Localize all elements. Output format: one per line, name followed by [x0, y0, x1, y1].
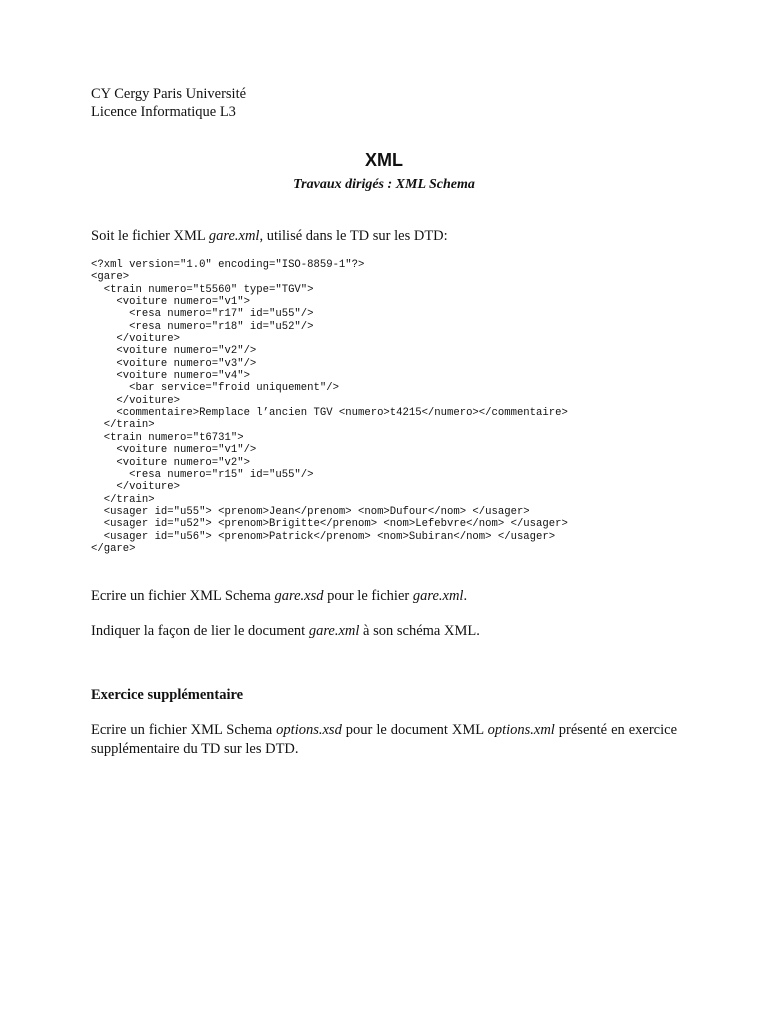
- extra-exercise-text: [91, 721, 677, 759]
- code-line: </train>: [91, 419, 155, 432]
- extra-text-middle: pour le document XML: [341, 722, 488, 738]
- task1-schema-file: gare.xsd: [274, 588, 324, 604]
- code-line: </voiture>: [91, 481, 181, 494]
- document-title: XML: [365, 150, 403, 170]
- task1-text-middle: pour le fichier: [323, 588, 413, 604]
- code-line: </train>: [91, 493, 155, 506]
- extra-schema-file: options.xsd: [276, 722, 342, 738]
- code-line: <usager id="u55"> <prenom>Jean</prenom> <nom>Dufour</nom> </usager>: [91, 505, 530, 518]
- code-line: <voiture numero="v1"/>: [91, 444, 257, 457]
- xml-code-block: [91, 259, 568, 555]
- code-line: <voiture numero="v2">: [91, 456, 250, 469]
- code-line: <resa numero="r15" id="u55"/>: [91, 468, 314, 481]
- task-write-schema: [91, 586, 677, 606]
- code-line: <?xml version="1.0" encoding="ISO-8859-1"?>: [91, 259, 365, 271]
- document-subtitle: Travaux dirigés : XML Schema: [293, 177, 475, 192]
- code-line: <train numero="t6731">: [91, 431, 244, 444]
- task1-text-after: .: [463, 588, 468, 604]
- program-name: Licence Informatique L3: [91, 104, 236, 120]
- code-line: <voiture numero="v4">: [91, 370, 250, 383]
- extra-text-before: Ecrire un fichier XML Schema: [91, 722, 277, 738]
- task2-xml-file: gare.xml: [308, 623, 360, 639]
- task1-text-before: Ecrire un fichier XML Schema: [91, 588, 275, 604]
- code-line: <voiture numero="v3"/>: [91, 357, 257, 370]
- intro-text-after: , utilisé dans le TD sur les DTD:: [259, 228, 448, 244]
- task-link-schema: [91, 621, 677, 641]
- task2-text-before: Indiquer la façon de lier le document: [91, 623, 309, 639]
- code-line: </voiture>: [91, 333, 181, 346]
- code-line: <resa numero="r17" id="u55"/>: [91, 308, 314, 321]
- extra-text-after: présenté en exercice supplémentaire du TD sur les DTD.: [91, 722, 678, 757]
- code-line: <voiture numero="v2"/>: [91, 345, 257, 358]
- code-line: <voiture numero="v1">: [91, 296, 250, 309]
- code-line: <train numero="t5560" type="TGV">: [91, 283, 314, 296]
- intro-paragraph: [91, 226, 677, 246]
- code-line: <bar service="froid uniquement"/>: [91, 382, 339, 395]
- code-line: <gare>: [91, 271, 130, 284]
- code-line: <usager id="u52"> <prenom>Brigitte</prenom> <nom>Lefebvre</nom> </usager>: [91, 518, 568, 531]
- extra-exercise-title: Exercice supplémentaire: [91, 687, 244, 703]
- extra-xml-file: options.xml: [487, 722, 555, 738]
- task1-xml-file: gare.xml: [412, 588, 464, 604]
- code-line: </voiture>: [91, 394, 181, 407]
- document-header: [91, 85, 246, 121]
- code-line: <commentaire>Remplace l’ancien TGV <numero>t4215</numero></commentaire>: [91, 407, 568, 420]
- task2-text-after: à son schéma XML.: [359, 623, 480, 639]
- code-line: </gare>: [91, 542, 136, 555]
- intro-text-before: Soit le fichier XML: [91, 228, 209, 244]
- code-line: <resa numero="r18" id="u52"/>: [91, 320, 314, 333]
- code-line: <usager id="u56"> <prenom>Patrick</prenom> <nom>Subiran</nom> </usager>: [91, 530, 556, 543]
- intro-filename: gare.xml: [208, 228, 260, 244]
- university-name: CY Cergy Paris Université: [91, 86, 247, 102]
